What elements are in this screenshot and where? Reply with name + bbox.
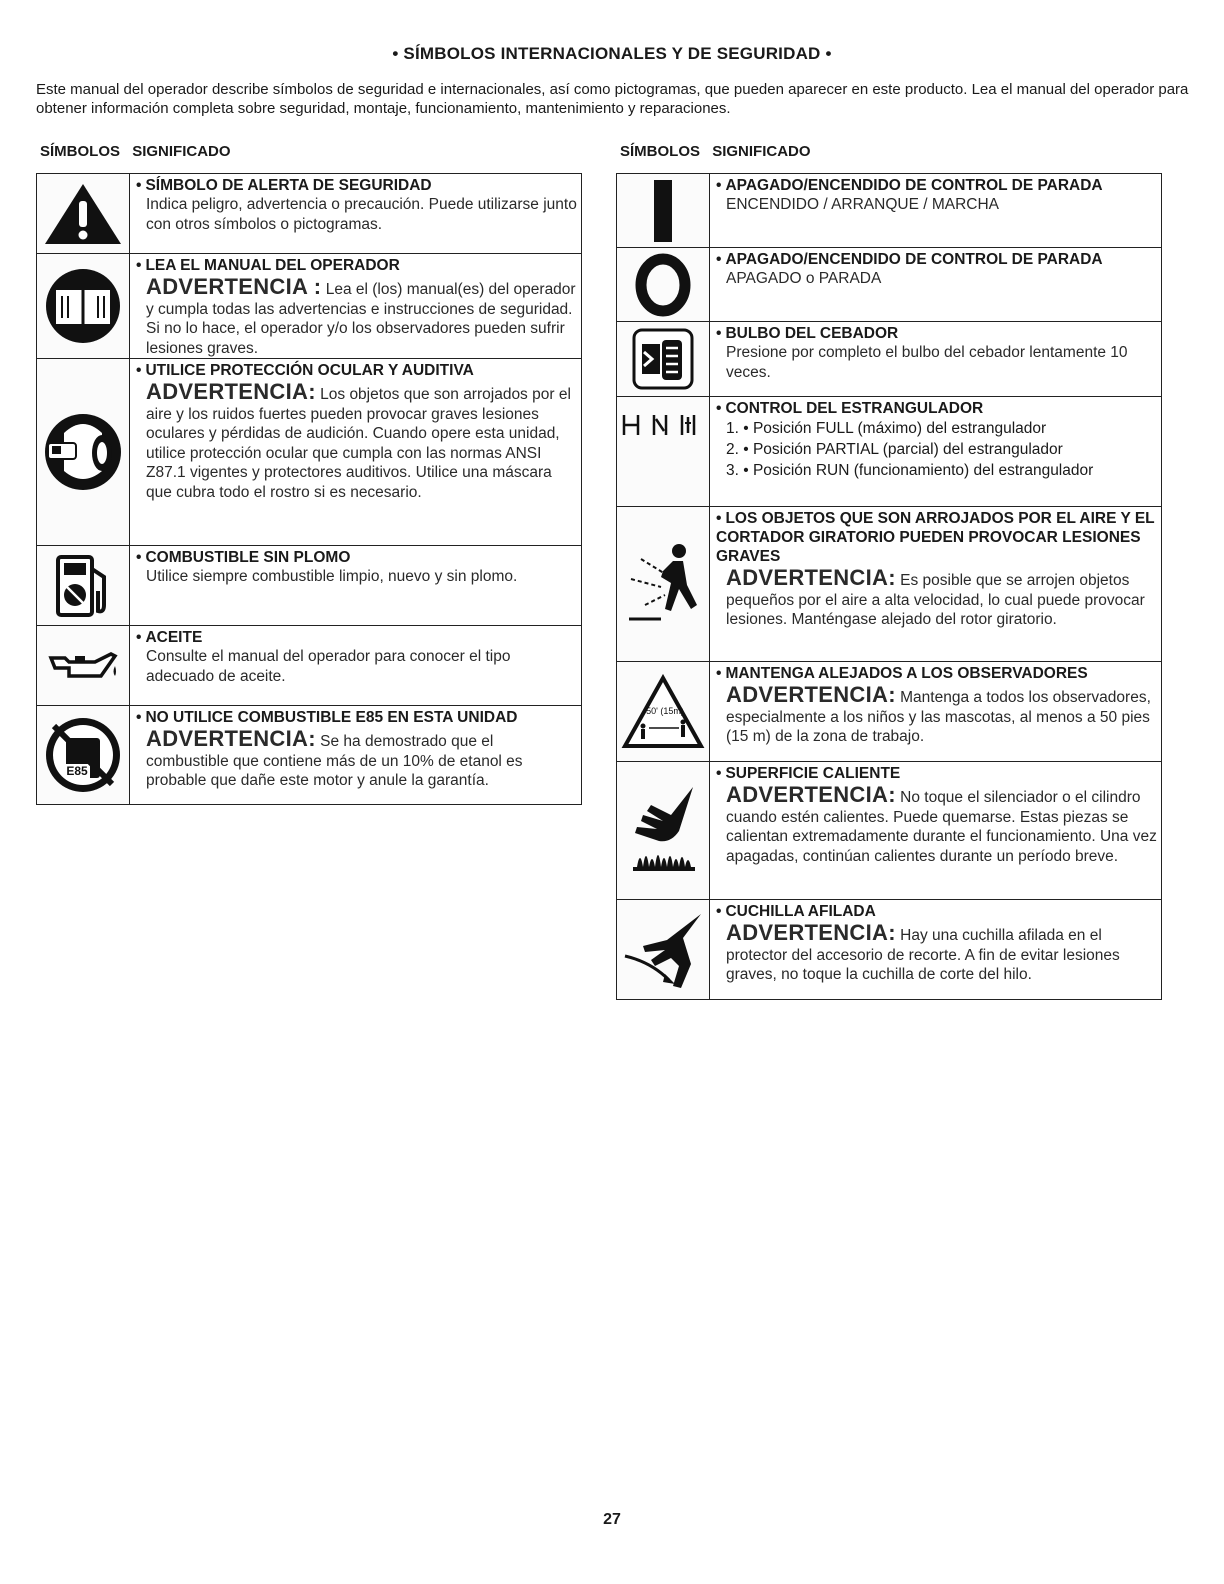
list-item: 2. • Posición PARTIAL (parcial) del estrangulador xyxy=(726,441,1063,458)
row-heading: UTILICE PROTECCIÓN OCULAR Y AUDITIVA xyxy=(145,362,474,379)
row-heading: CUCHILLA AFILADA xyxy=(725,903,876,920)
keep-bystanders-away-icon xyxy=(617,662,710,761)
hot-surface-icon xyxy=(617,762,710,899)
table-row: • ACEITE Consulte el manual del operador para conocer el tipo adecuado de aceite. xyxy=(37,626,581,706)
warning-label: ADVERTENCIA: xyxy=(726,920,896,945)
row-heading: NO UTILICE COMBUSTIBLE E85 EN ESTA UNIDAD xyxy=(145,709,518,726)
row-body: Consulte el manual del operador para conocer el tipo adecuado de aceite. xyxy=(146,648,511,685)
primer-bulb-icon xyxy=(617,322,710,396)
row-body: Es posible que se arrojen objetos pequeños por el aire a alta velocidad, lo cual puede provocar lesiones. Manténgase alejado del rotor giratorio. xyxy=(726,572,1145,628)
left-symbols-table xyxy=(36,173,582,805)
table-row: • LEA EL MANUAL DEL OPERADOR ADVERTENCIA : Lea el (los) manual(es) del operador y cumpla todas las advertencias e instrucciones de seguridad. Si no lo hace, el operador y/o los observadores pueden sufrir lesiones graves. xyxy=(37,254,581,359)
table-row: • CUCHILLA AFILADA ADVERTENCIA: Hay una cuchilla afilada en el protector del accesorio de recorte. A fin de evitar lesiones graves, no toque la cuchilla de corte del hilo. xyxy=(617,900,1161,1000)
row-heading: COMBUSTIBLE SIN PLOMO xyxy=(145,549,351,566)
table-row: • COMBUSTIBLE SIN PLOMO Utilice siempre combustible limpio, nuevo y sin plomo. xyxy=(37,546,581,626)
row-body: APAGADO o PARADA xyxy=(726,270,882,287)
table-row: E85 • NO UTILICE COMBUSTIBLE E85 EN ESTA UNIDAD ADVERTENCIA: Se ha demostrado que el combustible que contiene más de un 10% de etanol es probable que dañe este motor y anule la garantía. xyxy=(37,706,581,805)
row-body: Lea el (los) manual(es) del operador y cumpla todas las advertencias e instrucciones de seguridad. Si no lo hace, el operador y/o los observadores pueden sufrir lesiones graves. xyxy=(146,281,576,357)
warning-label: ADVERTENCIA: xyxy=(726,782,896,807)
table-row: • LOS OBJETOS QUE SON ARROJADOS POR EL AIRE Y EL CORTADOR GIRATORIO PUEDEN PROVOCAR LESIONES GRAVES ADVERTENCIA: Es posible que se arrojen objetos pequeños por el aire a alta velocidad, lo cual puede provocar lesiones. Manténgase alejado del rotor giratorio. xyxy=(617,507,1161,662)
table-row: • BULBO DEL CEBADOR Presione por completo el bulbo del cebador lentamente 10 veces. xyxy=(617,322,1161,397)
table-row: • CONTROL DEL ESTRANGULADOR 1. • Posición FULL (máximo) del estrangulador 2. • Posición PARTIAL (parcial) del estrangulador 3. • Posición RUN (funcionamiento) del estrangulador xyxy=(617,397,1161,507)
page-title: • SÍMBOLOS INTERNACIONALES Y DE SEGURIDAD • xyxy=(392,44,832,63)
row-body: ENCENDIDO / ARRANQUE / MARCHA xyxy=(726,196,1000,213)
table-row: • APAGADO/ENCENDIDO DE CONTROL DE PARADA APAGADO o PARADA xyxy=(617,248,1161,322)
right-symbols-table xyxy=(616,173,1162,1000)
on-switch-icon xyxy=(617,174,710,247)
choke-control-icon xyxy=(617,397,710,506)
off-switch-icon xyxy=(617,248,710,321)
warning-label: ADVERTENCIA: xyxy=(726,565,896,590)
e85-label: E85 xyxy=(66,764,88,778)
table-row: 50' (15m) • MANTENGA ALEJADOS A LOS OBSERVADORES ADVERTENCIA: Mantenga a todos los observadores, especialmente a los niños y las mascotas, al menos a 50 pies (15 m) de la zona de trabajo. xyxy=(617,662,1161,762)
read-manual-book-icon xyxy=(37,254,130,358)
thrown-objects-icon xyxy=(617,507,710,661)
meaning-header: SIGNIFICADO xyxy=(132,143,231,160)
page-number: 27 xyxy=(603,1511,621,1528)
row-heading: APAGADO/ENCENDIDO DE CONTROL DE PARADA xyxy=(725,251,1103,268)
row-body: Indica peligro, advertencia o precaución. Puede utilizarse junto con otros símbolos o pictogramas. xyxy=(146,196,577,233)
row-body: Presione por completo el bulbo del cebador lentamente 10 veces. xyxy=(726,344,1128,381)
choke-positions-list xyxy=(716,418,1157,481)
row-heading: CONTROL DEL ESTRANGULADOR xyxy=(725,400,984,417)
warning-label: ADVERTENCIA: xyxy=(146,726,316,751)
intro-paragraph: Este manual del operador describe símbolos de seguridad e internacionales, así como pictogramas, que pueden aparecer en este producto. Lea el manual del operador para obtener información completa sobre seguridad, montaje, funcionamiento, mantenimiento y reparaciones. xyxy=(36,81,1189,117)
row-heading: MANTENGA ALEJADOS A LOS OBSERVADORES xyxy=(725,665,1088,682)
row-heading: LEA EL MANUAL DEL OPERADOR xyxy=(145,257,400,274)
row-heading: APAGADO/ENCENDIDO DE CONTROL DE PARADA xyxy=(725,177,1103,194)
row-body: Utilice siempre combustible limpio, nuevo y sin plomo. xyxy=(146,568,518,585)
list-item: 3. • Posición RUN (funcionamiento) del estrangulador xyxy=(726,462,1094,479)
table-row: • UTILICE PROTECCIÓN OCULAR Y AUDITIVA ADVERTENCIA: Los objetos que son arrojados por el aire y los ruidos fuertes pueden provocar graves lesiones oculares y pérdidas de audición. Cuando opere esta unidad, utilice protección ocular que cumpla con las normas ANSI Z87.1 vigentes y protectores auditivos. Utilice una máscara que cubra todo el rostro si es necesario. xyxy=(37,359,581,546)
distance-label: 50' (15m) xyxy=(646,705,684,716)
oil-can-icon xyxy=(37,626,130,705)
left-column-headers xyxy=(40,143,239,160)
table-row: • SÍMBOLO DE ALERTA DE SEGURIDAD Indica peligro, advertencia o precaución. Puede utilizarse junto con otros símbolos o pictogramas. xyxy=(37,174,581,254)
table-row: • SUPERFICIE CALIENTE ADVERTENCIA: No toque el silenciador o el cilindro cuando estén calientes. Puede quemarse. Estas piezas se calientan extremadamente durante el funcionamiento. Una vez apagadas, continúan calientes durante un período breve. xyxy=(617,762,1161,900)
symbols-header: SÍMBOLOS xyxy=(40,143,121,160)
warning-label: ADVERTENCIA: xyxy=(726,682,896,707)
symbols-header: SÍMBOLOS xyxy=(620,143,701,160)
sharp-blade-icon xyxy=(617,900,710,999)
meaning-header: SIGNIFICADO xyxy=(712,143,811,160)
row-body: No toque el silenciador o el cilindro cuando estén calientes. Puede quemarse. Estas piezas se calientan extremadamente durante el funcionamiento. Una vez apagadas, continúan calientes durante un período breve. xyxy=(726,789,1157,865)
row-heading: ACEITE xyxy=(145,629,203,646)
right-column-headers xyxy=(620,143,819,160)
row-body: Se ha demostrado que el combustible que contiene más de un 10% de etanol es probable que dañe este motor y anule la garantía. xyxy=(146,733,523,789)
row-body: Hay una cuchilla afilada en el protector del accesorio de recorte. A fin de evitar lesiones graves, no toque la cuchilla de corte del hilo. xyxy=(726,927,1120,983)
row-heading: SÍMBOLO DE ALERTA DE SEGURIDAD xyxy=(145,177,432,194)
row-body: Mantenga a todos los observadores, especialmente a los niños y las mascotas, al menos a 50 pies (15 m) de la zona de trabajo. xyxy=(726,689,1151,745)
row-heading: SUPERFICIE CALIENTE xyxy=(725,765,901,782)
row-heading: BULBO DEL CEBADOR xyxy=(725,325,899,342)
unleaded-fuel-pump-icon xyxy=(37,546,130,625)
table-row: • APAGADO/ENCENDIDO DE CONTROL DE PARADA ENCENDIDO / ARRANQUE / MARCHA xyxy=(617,174,1161,248)
list-item: 1. • Posición FULL (máximo) del estrangulador xyxy=(726,420,1047,437)
warning-label: ADVERTENCIA: xyxy=(146,379,316,404)
no-e85-fuel-icon xyxy=(37,706,130,804)
row-body: Los objetos que son arrojados por el aire y los ruidos fuertes pueden provocar graves lesiones oculares y pérdidas de audición. Cuando opere esta unidad, utilice protección ocular que cumpla con las normas ANSI Z87.1 vigentes y protectores auditivos. Utilice una máscara que cubra todo el rostro si es necesario. xyxy=(146,386,571,501)
warning-label: ADVERTENCIA : xyxy=(146,274,322,299)
safety-alert-triangle-icon xyxy=(37,174,130,253)
row-heading: LOS OBJETOS QUE SON ARROJADOS POR EL AIRE Y EL CORTADOR GIRATORIO PUEDEN PROVOCAR LESIONES GRAVES xyxy=(716,510,1155,565)
eye-ear-protection-icon xyxy=(37,359,130,545)
